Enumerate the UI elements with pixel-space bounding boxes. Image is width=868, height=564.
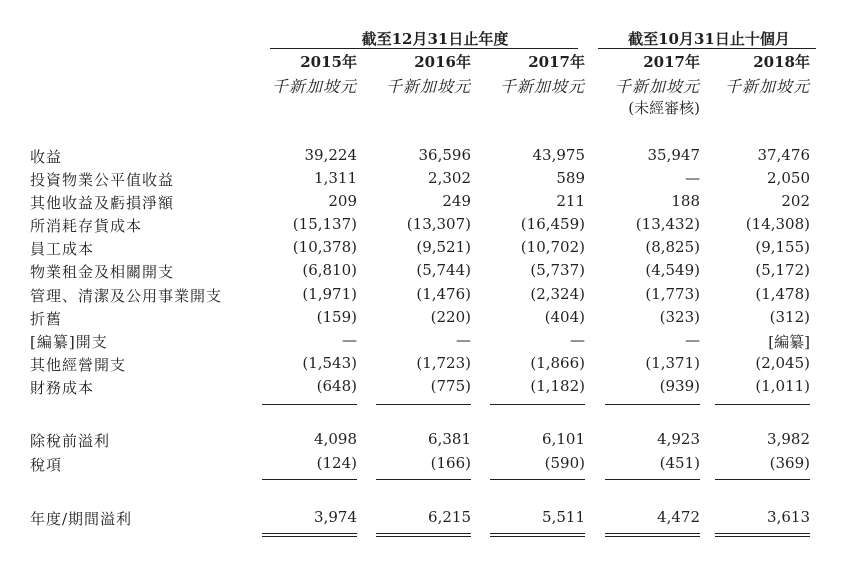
row-label: 其他經營開支: [30, 356, 127, 374]
subtotal-rule: [376, 479, 471, 480]
subtotal-rule: [262, 479, 357, 480]
row-value: (220): [430, 308, 471, 326]
row-value: (124): [316, 454, 357, 472]
row-value: (2,045): [755, 354, 810, 372]
row-value: (5,172): [755, 261, 810, 279]
column-year: 2018年: [753, 53, 810, 71]
row-value: (312): [769, 308, 810, 326]
row-label: 投資物業公平值收益: [30, 171, 175, 189]
row-value: (5,737): [530, 261, 585, 279]
column-year: 2017年: [643, 53, 700, 71]
subtotal-rule: [376, 404, 471, 405]
subtotal-rule: [715, 479, 810, 480]
column-year: 2017年: [528, 53, 585, 71]
table-row: [0, 169, 868, 191]
column-unit: 千新加坡元: [271, 77, 357, 96]
row-value: (451): [659, 454, 700, 472]
row-value: (166): [430, 454, 471, 472]
row-label: 員工成本: [30, 240, 95, 258]
row-label: 稅項: [30, 456, 63, 474]
row-value: 1,311: [314, 169, 357, 187]
row-value: (10,378): [292, 238, 357, 256]
total-double-rule: [605, 533, 700, 537]
table-row: [0, 508, 868, 530]
row-value: —: [456, 331, 471, 349]
row-value: (15,137): [292, 215, 357, 233]
subtotal-rule: [605, 479, 700, 480]
row-value: 188: [671, 192, 700, 210]
row-value: 5,511: [542, 508, 585, 526]
row-value: 2,050: [767, 169, 810, 187]
group-header-rule: [598, 48, 816, 49]
row-label: 管理、清潔及公用事業開支: [30, 287, 223, 305]
row-value: (404): [544, 308, 585, 326]
row-value: (323): [659, 308, 700, 326]
row-value: (1,773): [645, 285, 700, 303]
row-value: [編纂]: [768, 333, 810, 351]
total-double-rule: [262, 533, 357, 537]
row-value: (9,521): [416, 238, 471, 256]
row-value: 209: [328, 192, 357, 210]
row-value: (1,182): [530, 377, 585, 395]
row-value: 43,975: [532, 146, 585, 164]
column-note: (未經審核): [628, 99, 700, 117]
row-value: 6,101: [542, 430, 585, 448]
row-value: (6,810): [302, 261, 357, 279]
table-row: [0, 308, 868, 330]
row-value: —: [685, 169, 700, 187]
column-unit: 千新加坡元: [724, 77, 810, 96]
row-label: 財務成本: [30, 379, 95, 397]
group-header-year-ended: 截至12月31日止年度: [361, 30, 509, 48]
row-value: 39,224: [304, 146, 357, 164]
row-value: (9,155): [755, 238, 810, 256]
row-value: (1,543): [302, 354, 357, 372]
row-value: 3,613: [767, 508, 810, 526]
row-value: (13,432): [635, 215, 700, 233]
row-value: —: [685, 331, 700, 349]
row-value: (1,971): [302, 285, 357, 303]
column-unit: 千新加坡元: [499, 77, 585, 96]
row-label: 物業租金及相關開支: [30, 263, 175, 281]
table-row: [0, 354, 868, 376]
row-value: (4,549): [645, 261, 700, 279]
column-year: 2015年: [300, 53, 357, 71]
row-value: 589: [556, 169, 585, 187]
column-unit: 千新加坡元: [614, 77, 700, 96]
row-value: —: [342, 331, 357, 349]
row-value: (10,702): [520, 238, 585, 256]
group-header-rule: [270, 48, 578, 49]
row-value: (1,476): [416, 285, 471, 303]
total-double-rule: [490, 533, 585, 537]
row-label: 收益: [30, 148, 63, 166]
row-value: 37,476: [757, 146, 810, 164]
row-label: [編纂]開支: [30, 333, 108, 351]
column-year: 2016年: [414, 53, 471, 71]
row-value: (775): [430, 377, 471, 395]
table-row: [0, 192, 868, 214]
row-value: 211: [556, 192, 585, 210]
row-value: (13,307): [406, 215, 471, 233]
row-value: 6,215: [428, 508, 471, 526]
row-value: 2,302: [428, 169, 471, 187]
row-value: (16,459): [520, 215, 585, 233]
row-value: (1,866): [530, 354, 585, 372]
subtotal-rule: [715, 404, 810, 405]
row-value: (1,371): [645, 354, 700, 372]
row-value: (590): [544, 454, 585, 472]
table-row: [0, 238, 868, 260]
subtotal-rule: [490, 479, 585, 480]
row-value: (5,744): [416, 261, 471, 279]
row-value: —: [570, 331, 585, 349]
row-value: (14,308): [745, 215, 810, 233]
total-double-rule: [715, 533, 810, 537]
row-value: (8,825): [645, 238, 700, 256]
row-label: 年度/期間溢利: [30, 510, 133, 528]
row-value: (1,011): [755, 377, 810, 395]
row-value: 249: [442, 192, 471, 210]
table-row: [0, 331, 868, 353]
row-label: 其他收益及虧損淨額: [30, 194, 175, 212]
row-label: 除稅前溢利: [30, 432, 111, 450]
subtotal-rule: [605, 404, 700, 405]
row-value: 4,098: [314, 430, 357, 448]
row-value: 4,923: [657, 430, 700, 448]
row-value: (648): [316, 377, 357, 395]
table-row: [0, 146, 868, 168]
subtotal-rule: [490, 404, 585, 405]
row-value: (939): [659, 377, 700, 395]
table-row: [0, 285, 868, 307]
row-value: (2,324): [530, 285, 585, 303]
row-value: (159): [316, 308, 357, 326]
row-value: 3,982: [767, 430, 810, 448]
row-value: 6,381: [428, 430, 471, 448]
row-label: 所消耗存貨成本: [30, 217, 143, 235]
row-value: 4,472: [657, 508, 700, 526]
row-label: 折舊: [30, 310, 63, 328]
table-row: [0, 430, 868, 452]
row-value: (1,723): [416, 354, 471, 372]
subtotal-rule: [262, 404, 357, 405]
group-header-ten-months: 截至10月31日止十個月: [628, 30, 790, 48]
column-unit: 千新加坡元: [385, 77, 471, 96]
table-row: [0, 215, 868, 237]
table-row: [0, 377, 868, 399]
row-value: 202: [781, 192, 810, 210]
table-row: [0, 454, 868, 476]
row-value: 36,596: [418, 146, 471, 164]
row-value: 35,947: [647, 146, 700, 164]
row-value: 3,974: [314, 508, 357, 526]
table-row: [0, 261, 868, 283]
row-value: (1,478): [755, 285, 810, 303]
row-value: (369): [769, 454, 810, 472]
total-double-rule: [376, 533, 471, 537]
